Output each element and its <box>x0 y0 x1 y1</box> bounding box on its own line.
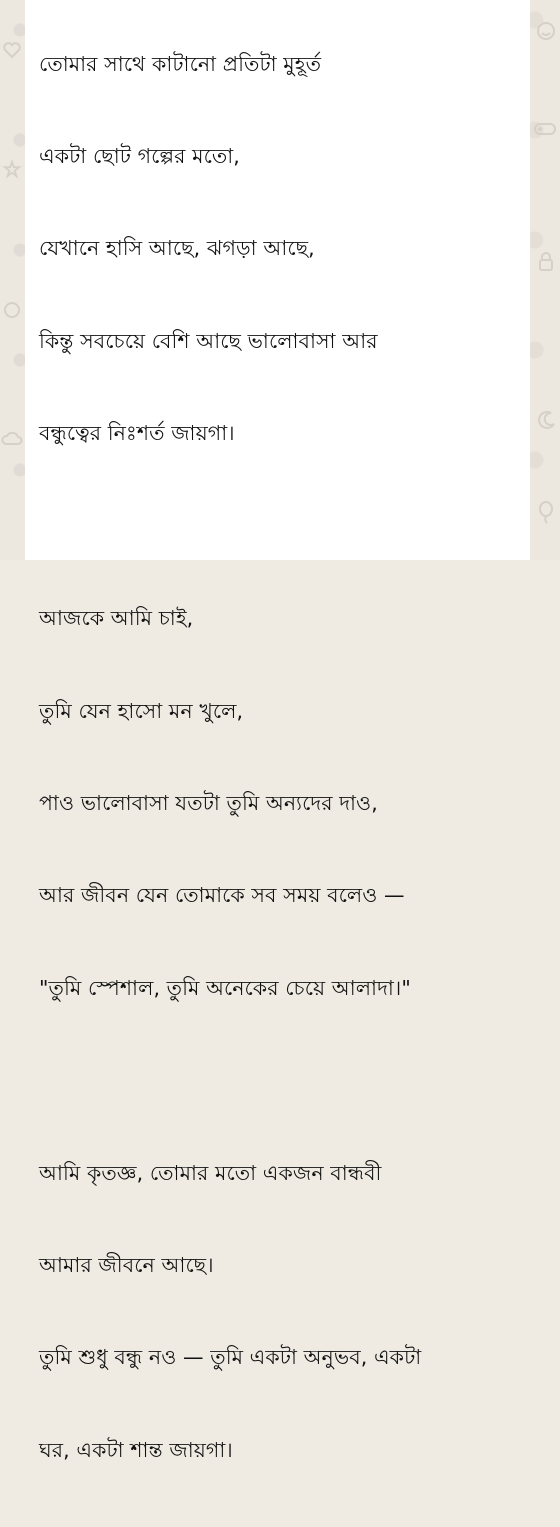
message-line: আজকে আমি চাই, <box>39 606 194 631</box>
message-line: বন্ধুত্বের নিঃশর্ত জায়গা। <box>39 421 235 446</box>
stanza-gap <box>39 511 530 542</box>
message-line: তুমি শুধু বন্ধু নও — তুমি একটা অনুভব, একটা <box>39 1345 422 1370</box>
message-line: আমার জীবনে আছে। <box>39 1253 214 1278</box>
doodle-star-icon <box>3 160 21 178</box>
doodle-cloud-icon <box>1 430 23 448</box>
doodle-moon-icon <box>537 410 557 430</box>
doodle-lock-icon <box>536 250 556 272</box>
doodle-heart-icon <box>2 40 22 60</box>
message-line: পাও ভালোবাসা যতটা তুমি অন্যদের দাও, <box>39 790 378 815</box>
message-line: একটা ছোট গল্পের মতো, <box>39 143 240 168</box>
doodle-smiley-icon <box>535 20 557 42</box>
message-line: আমি কৃতজ্ঞ, তোমার মতো একজন বান্ধবী <box>39 1160 382 1185</box>
message-line: আর জীবন যেন তোমাকে সব সময় বলেও — <box>39 883 405 908</box>
message-line: ঘর, একটা শান্ত জায়গা। <box>39 1437 233 1462</box>
message-bubble[interactable] <box>25 0 530 1462</box>
doodle-balloon-icon <box>536 500 556 524</box>
doodle-game-controller-icon <box>533 120 557 138</box>
doodle-circle-icon <box>2 300 22 320</box>
message-line: তোমার সাথে কাটানো প্রতিটা মুহূর্ত <box>39 51 322 76</box>
message-text[interactable] <box>39 0 530 1527</box>
message-line: তুমি যেন হাসো মন খুলে, <box>39 698 244 723</box>
message-line: যেখানে হাসি আছে, ঝগড়া আছে, <box>39 236 315 261</box>
message-line: কিন্তু সবচেয়ে বেশি আছে ভালোবাসা আর <box>39 328 378 353</box>
stanza-gap <box>39 1065 530 1096</box>
message-line: "তুমি স্পেশাল, তুমি অনেকের চেয়ে আলাদা।" <box>39 975 411 1000</box>
